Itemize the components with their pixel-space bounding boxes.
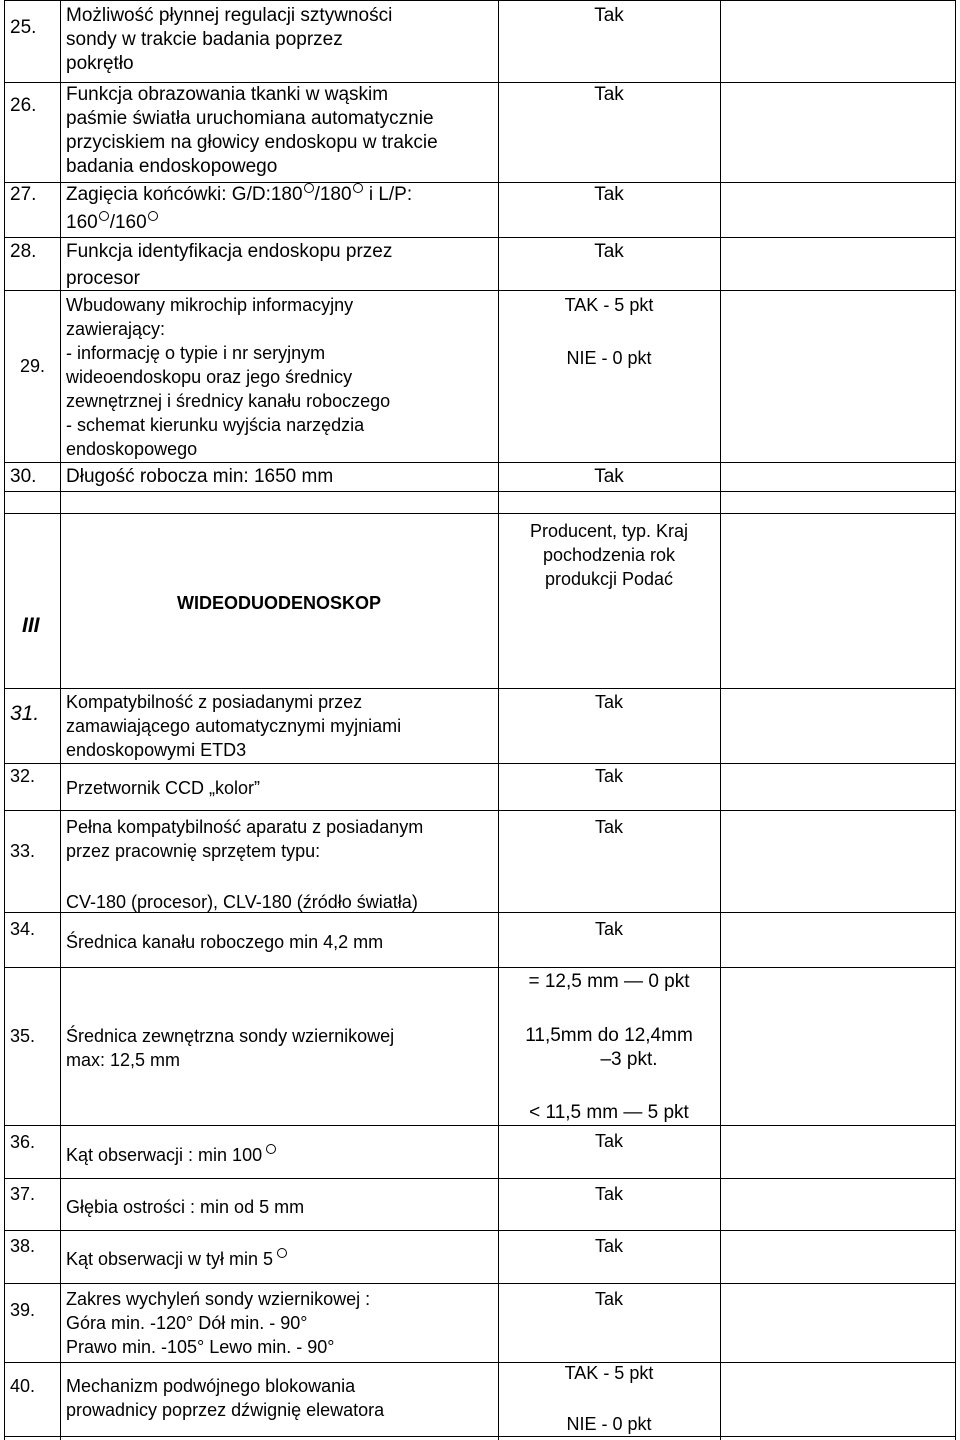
degree-icon [277,1248,287,1258]
degree-icon [304,183,314,193]
row-divider [4,763,956,764]
row-number: 25. [10,17,37,38]
row-value: = 12,5 mm — 0 pkt 11,5mm do 12,4mm –3 pkt. < 11,5 mm — 5 pkt [525,971,693,1123]
row-value: TAK - 5 pkt NIE - 0 pkt [564,295,654,368]
row-description: Mechanizm podwójnego blokowania prowadnicy poprzez dźwignię elewatora [66,1376,385,1420]
row-divider [4,688,956,689]
row-number: 29. [20,356,46,376]
column-divider-2 [498,0,499,1440]
row-description: Średnica zewnętrzna sondy wziernikowej max: 12,5 mm [66,1026,395,1070]
row-divider [4,1178,956,1179]
row-number: 34. [10,919,36,939]
row-value: TAK - 5 pkt NIE - 0 pkt [564,1363,654,1434]
row-value: Tak [594,919,623,939]
row-divider [4,491,956,492]
row-value: Tak [594,1131,623,1151]
row-description: Kąt obserwacji : min 100 [66,1143,277,1167]
row-description: Kąt obserwacji w tył min 5 [66,1247,288,1271]
row-divider [4,0,956,1]
row-number: 28. [10,241,37,262]
row-value: Tak [594,1184,623,1204]
row-description: Funkcja identyfikacja endoskopu przez procesor [66,241,393,289]
row-value: Tak [594,817,623,837]
row-description: Funkcja obrazowania tkanki w wąskim paśmie światła uruchomiana automatycznie przyciskiem na głowicy endoskopu w trakcie badania endoskopowego [66,84,438,177]
row-description: Długość robocza min: 1650 mm [66,466,334,487]
row-number: 26. [10,95,37,116]
row-description: Przetwornik CCD „kolor” [66,778,261,798]
row-divider [4,1230,956,1231]
row-description: Kompatybilność z posiadanymi przez zamawiającego automatycznymi myjniami endoskopowymi ETD3 [66,692,402,760]
row-value: Tak [594,466,624,487]
row-number: 32. [10,766,36,786]
row-divider [4,967,956,968]
degree-icon [99,211,109,221]
row-number: 27. [10,184,37,205]
producer-info: Producent, typ. Kraj pochodzenia rok produkcji Podać [529,521,689,589]
row-number: 40. [10,1376,36,1396]
row-value: Tak [594,84,624,105]
row-number: 31. [10,702,40,725]
column-divider-1 [60,0,61,1440]
row-description: Głębia ostrości : min od 5 mm [66,1197,305,1217]
row-value: Tak [594,241,624,262]
row-number: 37. [10,1184,36,1204]
degree-icon [266,1144,276,1154]
row-description: Zakres wychyleń sondy wziernikowej : Góra min. -120° Dół min. - 90° Prawo min. -105° Lewo min. - 90° [66,1289,371,1357]
row-divider [4,462,956,463]
row-number: 35. [10,1026,36,1046]
row-description: Możliwość płynnej regulacji sztywności sondy w trakcie badania poprzez pokrętło [66,5,393,74]
section-title: WIDEODUODENOSKOP [176,593,381,613]
row-divider [4,237,956,238]
row-value: Tak [594,766,623,786]
section-number: III [22,614,40,637]
row-number: 38. [10,1236,36,1256]
row-divider [4,513,956,514]
row-value: Tak [594,184,624,205]
row-divider [4,1436,956,1437]
degree-icon [148,211,158,221]
row-value: Tak [594,5,624,26]
row-description: Wbudowany mikrochip informacyjny zawierający: - informację o typie i nr seryjnym wideoendoskopu oraz jego średnicy zewnętrznej i średnicy kanału roboczego - schemat kierunku wyjścia narzędzia endoskopowego [66,295,391,459]
row-number: 39. [10,1300,36,1320]
row-value: Tak [594,1236,623,1256]
row-value: Tak [594,692,623,712]
row-description: Zagięcia końcówki: G/D:180 /180 i L/P: 160 /160 [66,184,413,233]
row-divider [4,1362,956,1363]
row-number: 33. [10,841,36,861]
column-divider-3 [720,0,721,1440]
table-border-right [955,0,956,1440]
row-description: Średnica kanału roboczego min 4,2 mm [66,932,384,952]
row-divider [4,810,956,811]
row-value: Tak [594,1289,623,1309]
row-number: 36. [10,1132,36,1152]
row-divider [4,1125,956,1126]
degree-icon [353,183,363,193]
row-number: 30. [10,466,37,487]
row-description: Pełna kompatybilność aparatu z posiadanym przez pracownię sprzętem typu: CV-180 (procesor), CLV-180 (źródło światła) [66,817,424,912]
table-border-left [4,0,5,1440]
row-divider [4,1283,956,1284]
